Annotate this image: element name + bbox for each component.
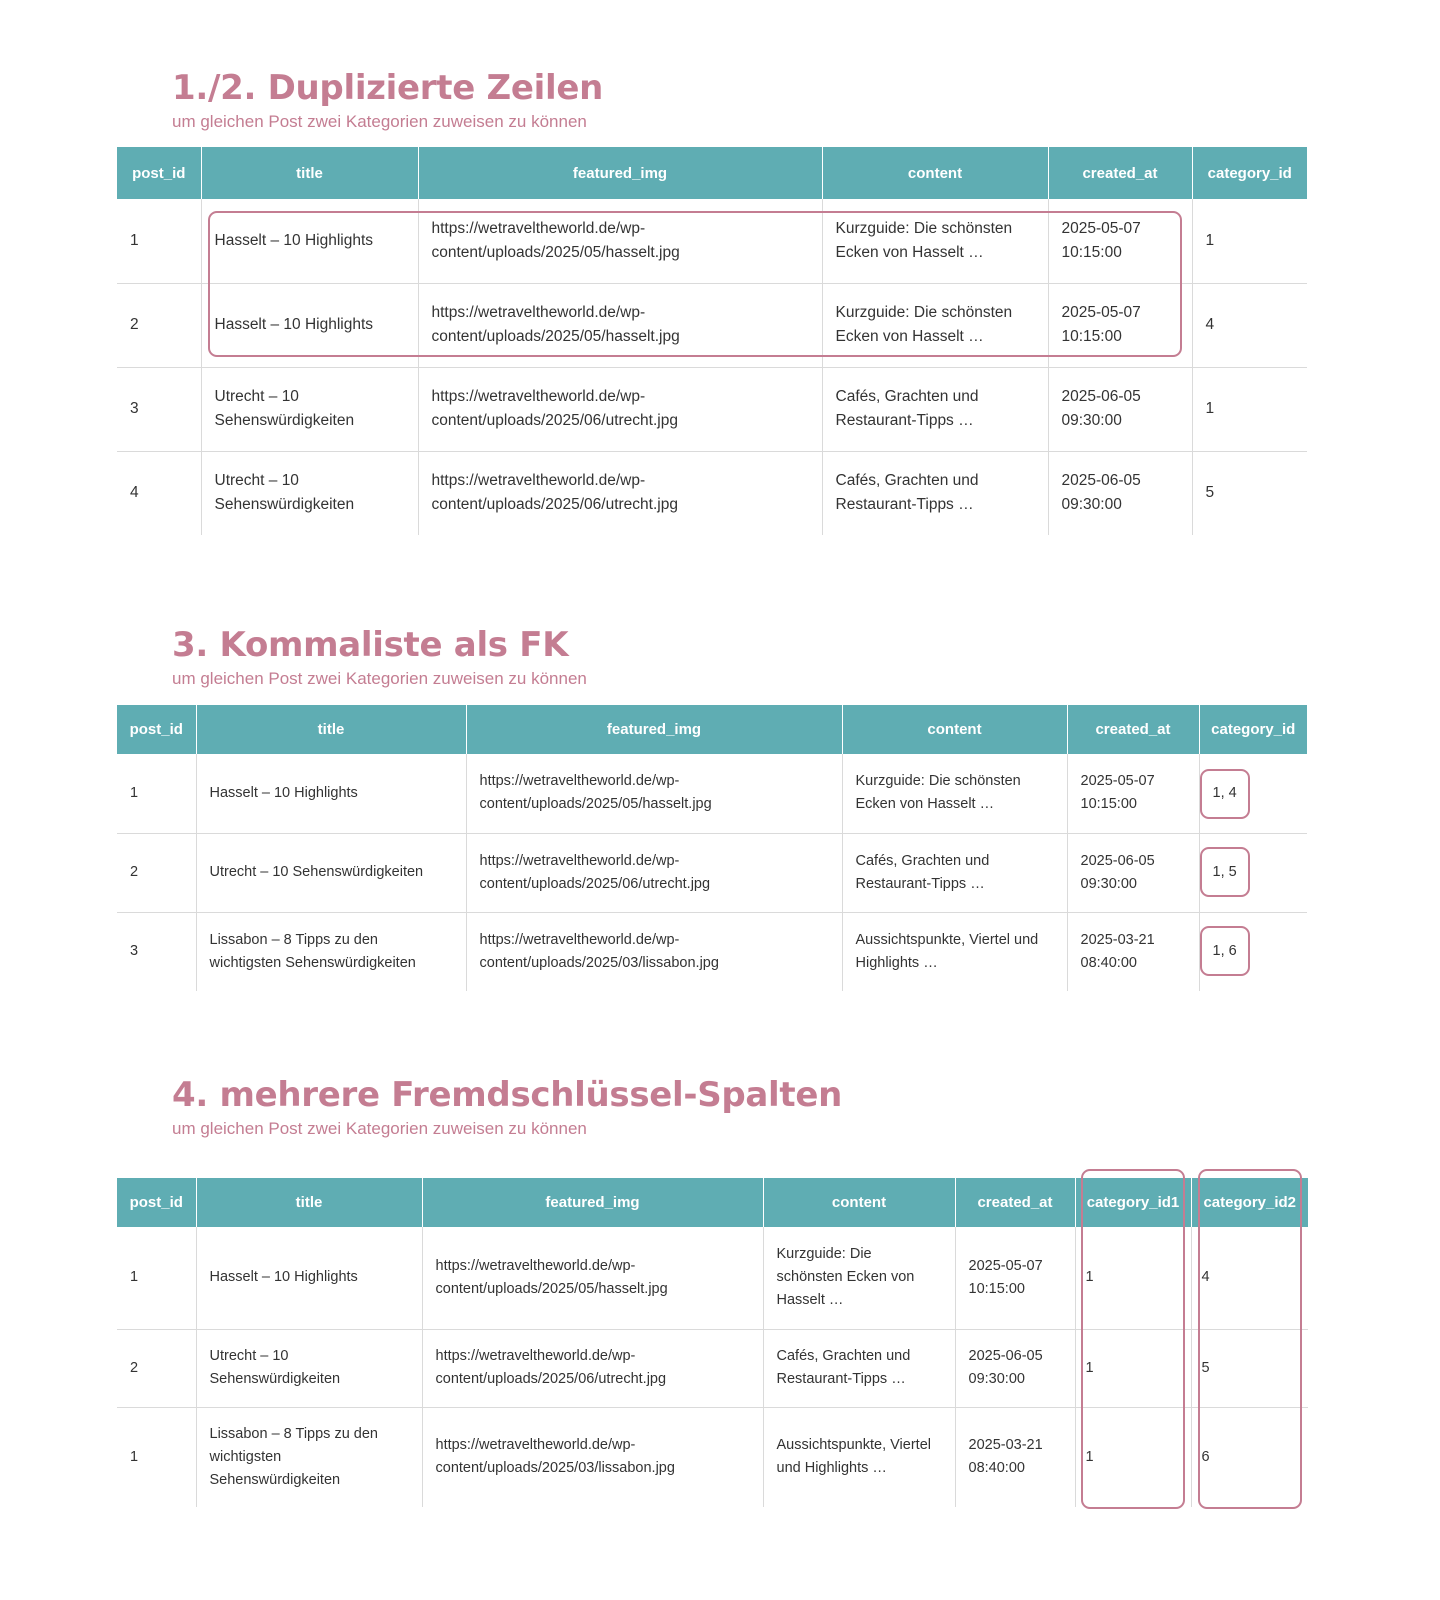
cell-category-id2: 6 bbox=[1191, 1407, 1308, 1507]
cell-title: Lissabon – 8 Tipps zu den wichtigsten Sehenswürdigkeiten bbox=[196, 1407, 422, 1507]
cell-featured-img: https://wetraveltheworld.de/wp-content/uploads/2025/06/utrecht.jpg bbox=[418, 367, 822, 451]
section-2-title: 3. Kommaliste als FK bbox=[172, 625, 569, 665]
cell-post-id: 4 bbox=[117, 451, 201, 535]
table-row bbox=[117, 833, 1307, 912]
cell-featured-img: https://wetraveltheworld.de/wp-content/uploads/2025/06/utrecht.jpg bbox=[466, 833, 842, 912]
cell-post-id: 2 bbox=[117, 833, 196, 912]
table-row bbox=[117, 451, 1307, 535]
cell-content: Cafés, Grachten und Restaurant-Tipps … bbox=[822, 367, 1048, 451]
column-header-category-id2: category_id2 bbox=[1191, 1178, 1308, 1227]
table-row bbox=[117, 1407, 1308, 1507]
section-3-title: 4. mehrere Fremdschlüssel-Spalten bbox=[172, 1075, 843, 1115]
cell-featured-img: https://wetraveltheworld.de/wp-content/uploads/2025/06/utrecht.jpg bbox=[418, 451, 822, 535]
column-header-title: title bbox=[196, 705, 466, 754]
table-row bbox=[117, 283, 1307, 367]
cell-content: Cafés, Grachten und Restaurant-Tipps … bbox=[822, 451, 1048, 535]
cell-post-id: 1 bbox=[130, 231, 139, 249]
column-header-post-id: post_id bbox=[117, 147, 201, 199]
column-header-post-id: post_id bbox=[117, 705, 196, 754]
cell-title: Lissabon – 8 Tipps zu den wichtigsten Sehenswürdigkeiten bbox=[196, 912, 466, 991]
table-multiple-fk-columns bbox=[117, 1178, 1308, 1507]
cell-featured-img: https://wetraveltheworld.de/wp-content/uploads/2025/05/hasselt.jpg bbox=[422, 1227, 763, 1329]
table-row bbox=[117, 754, 1307, 833]
cell-post-id: 3 bbox=[117, 912, 196, 991]
cell-category-id: 1, 5 bbox=[1199, 833, 1307, 912]
column-header-created-at: created_at bbox=[1067, 705, 1199, 754]
table-duplicated-rows bbox=[117, 147, 1307, 535]
column-header-created-at: created_at bbox=[1048, 147, 1192, 199]
table-row bbox=[117, 912, 1307, 991]
column-header-content: content bbox=[822, 147, 1048, 199]
cell-category-id: 1 bbox=[1192, 199, 1307, 283]
column-header-category-id1: category_id1 bbox=[1075, 1178, 1191, 1227]
cell-created-at: 2025-03-21 08:40:00 bbox=[1067, 912, 1199, 991]
table-comma-list bbox=[117, 705, 1307, 991]
column-header-featured-img: featured_img bbox=[466, 705, 842, 754]
cell-title: Hasselt – 10 Highlights bbox=[201, 199, 418, 283]
cell-content: Kurzguide: Die schönsten Ecken von Hasselt … bbox=[842, 754, 1067, 833]
cell-post-id: 1 bbox=[130, 1269, 139, 1286]
cell-post-id: 2 bbox=[117, 1329, 196, 1407]
table-row bbox=[117, 367, 1307, 451]
table-header-row bbox=[117, 1178, 1308, 1227]
table-row bbox=[117, 1329, 1308, 1407]
cell-category-id: 5 bbox=[1192, 451, 1307, 535]
cell-created-at: 2025-06-05 09:30:00 bbox=[955, 1329, 1075, 1407]
cell-title: Hasselt – 10 Highlights bbox=[196, 754, 466, 833]
column-header-post-id: post_id bbox=[117, 1178, 196, 1227]
section-3-subtitle: um gleichen Post zwei Kategorien zuweisen zu können bbox=[172, 1119, 587, 1138]
cell-content: Cafés, Grachten und Restaurant-Tipps … bbox=[842, 833, 1067, 912]
cell-category-id1: 1 bbox=[1075, 1329, 1191, 1407]
cell-featured-img: https://wetraveltheworld.de/wp-content/uploads/2025/05/hasselt.jpg bbox=[418, 199, 822, 283]
cell-category-id2: 5 bbox=[1191, 1329, 1308, 1407]
section-1-subtitle: um gleichen Post zwei Kategorien zuweisen zu können bbox=[172, 112, 587, 131]
cell-featured-img: https://wetraveltheworld.de/wp-content/uploads/2025/03/lissabon.jpg bbox=[466, 912, 842, 991]
cell-created-at: 2025-06-05 09:30:00 bbox=[1048, 451, 1192, 535]
column-header-title: title bbox=[201, 147, 418, 199]
table-header-row bbox=[117, 147, 1307, 199]
cell-post-id: 2 bbox=[117, 283, 201, 367]
column-header-featured-img: featured_img bbox=[422, 1178, 763, 1227]
cell-title: Hasselt – 10 Highlights bbox=[201, 283, 418, 367]
cell-content: Kurzguide: Die schönsten Ecken von Hasselt … bbox=[822, 199, 1048, 283]
table-header-row bbox=[117, 705, 1307, 754]
cell-category-id2: 4 bbox=[1191, 1227, 1308, 1329]
cell-content: Kurzguide: Die schönsten Ecken von Hasselt … bbox=[822, 283, 1048, 367]
cell-featured-img: https://wetraveltheworld.de/wp-content/uploads/2025/05/hasselt.jpg bbox=[418, 283, 822, 367]
column-header-category-id: category_id bbox=[1192, 147, 1307, 199]
table-row bbox=[117, 199, 1307, 283]
cell-created-at: 2025-03-21 08:40:00 bbox=[955, 1407, 1075, 1507]
cell-category-id1: 1 bbox=[1075, 1407, 1191, 1507]
cell-created-at: 2025-06-05 09:30:00 bbox=[1067, 833, 1199, 912]
cell-content: Kurzguide: Die schönsten Ecken von Hasselt … bbox=[763, 1227, 955, 1329]
cell-featured-img: https://wetraveltheworld.de/wp-content/uploads/2025/05/hasselt.jpg bbox=[466, 754, 842, 833]
cell-category-id: 1, 4 bbox=[1199, 754, 1307, 833]
cell-title: Utrecht – 10 Sehenswürdigkeiten bbox=[201, 367, 418, 451]
column-header-featured-img: featured_img bbox=[418, 147, 822, 199]
cell-created-at: 2025-05-07 10:15:00 bbox=[955, 1227, 1075, 1329]
cell-post-id: 3 bbox=[117, 367, 201, 451]
cell-created-at: 2025-05-07 10:15:00 bbox=[1048, 283, 1192, 367]
column-header-content: content bbox=[842, 705, 1067, 754]
cell-title: Utrecht – 10 Sehenswürdigkeiten bbox=[196, 1329, 422, 1407]
cell-featured-img: https://wetraveltheworld.de/wp-content/uploads/2025/03/lissabon.jpg bbox=[422, 1407, 763, 1507]
cell-title: Hasselt – 10 Highlights bbox=[196, 1227, 422, 1329]
cell-content: Cafés, Grachten und Restaurant-Tipps … bbox=[763, 1329, 955, 1407]
cell-created-at: 2025-05-07 10:15:00 bbox=[1048, 199, 1192, 283]
section-1-title: 1./2. Duplizierte Zeilen bbox=[172, 68, 603, 108]
column-header-category-id: category_id bbox=[1199, 705, 1307, 754]
cell-post-id: 1 bbox=[130, 784, 139, 801]
cell-content: Aussichtspunkte, Viertel und Highlights … bbox=[763, 1407, 955, 1507]
column-header-title: title bbox=[196, 1178, 422, 1227]
cell-featured-img: https://wetraveltheworld.de/wp-content/uploads/2025/06/utrecht.jpg bbox=[422, 1329, 763, 1407]
column-header-created-at: created_at bbox=[955, 1178, 1075, 1227]
column-header-content: content bbox=[763, 1178, 955, 1227]
table-row bbox=[117, 1227, 1308, 1329]
cell-created-at: 2025-06-05 09:30:00 bbox=[1048, 367, 1192, 451]
cell-content: Aussichtspunkte, Viertel und Highlights … bbox=[842, 912, 1067, 991]
cell-title: Utrecht – 10 Sehenswürdigkeiten bbox=[196, 833, 466, 912]
cell-category-id: 1 bbox=[1192, 367, 1307, 451]
cell-created-at: 2025-05-07 10:15:00 bbox=[1067, 754, 1199, 833]
cell-category-id: 4 bbox=[1192, 283, 1307, 367]
cell-category-id: 1, 6 bbox=[1199, 912, 1307, 991]
cell-post-id: 1 bbox=[117, 1407, 196, 1507]
cell-category-id1: 1 bbox=[1075, 1227, 1191, 1329]
section-2-subtitle: um gleichen Post zwei Kategorien zuweisen zu können bbox=[172, 669, 587, 688]
cell-title: Utrecht – 10 Sehenswürdigkeiten bbox=[201, 451, 418, 535]
